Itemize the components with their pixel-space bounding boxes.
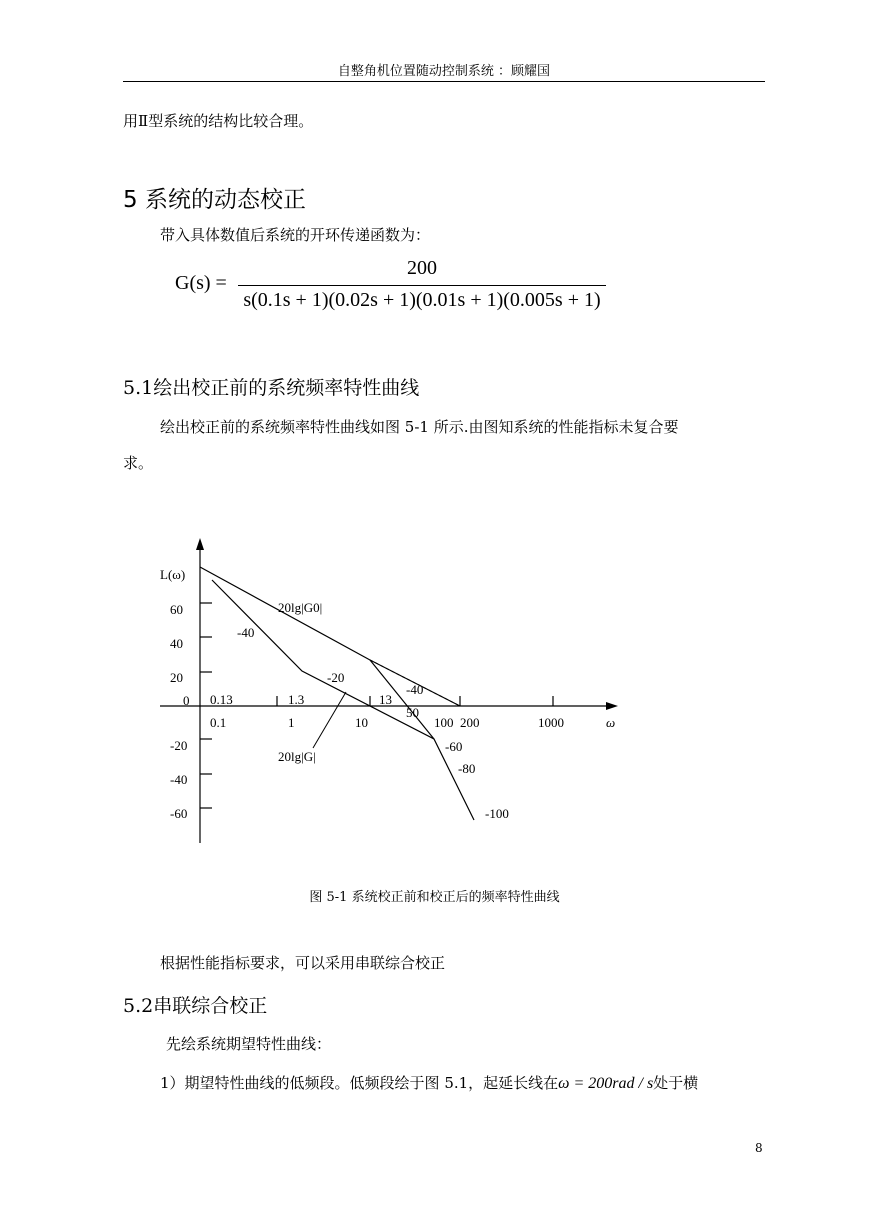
formula-numerator: 200 <box>407 257 437 279</box>
figure-caption: 图 5-1 系统校正前和校正后的频率特性曲线 <box>309 890 560 905</box>
x-label-200: 200 <box>460 715 480 730</box>
running-header: 自整角机位置随动控制系统 ：顾耀国 <box>337 64 551 79</box>
leader-g <box>313 692 346 748</box>
paragraph-intro: 用Ⅱ型系统的结构比较合理。 <box>123 112 314 130</box>
formula-lhs: G(s) = <box>175 272 227 294</box>
y-axis-arrow <box>196 538 204 550</box>
y-label-0: 0 <box>183 693 190 708</box>
y-label-neg20: -20 <box>170 738 188 753</box>
paragraph-correction-method: 根据性能指标要求，可以采用串联综合校正 <box>160 954 446 972</box>
section-heading-5-1: 5.1绘出校正前的系统频率特性曲线 <box>123 377 420 399</box>
curve-g-corrected <box>212 580 474 820</box>
slope-label-neg100: -100 <box>485 806 509 821</box>
paragraph-low-freq <box>160 1073 698 1094</box>
y-label-neg40: -40 <box>170 772 188 787</box>
low-freq-text-post: 处于横 <box>653 1074 699 1092</box>
formula-denominator: s(0.1s + 1)(0.02s + 1)(0.01s + 1)(0.005s + 1) <box>243 289 601 311</box>
page-number: 8 <box>755 1141 763 1155</box>
y-label-20: 20 <box>170 670 183 685</box>
x-label-10: 10 <box>355 715 368 730</box>
label-20lg-g: 20lg|G| <box>278 749 316 764</box>
x-label-1-3: 1.3 <box>288 692 305 707</box>
paragraph-fig-desc-line1: 绘出校正前的系统频率特性曲线如图 5-1 所示.由图知系统的性能指标未复合要 <box>160 418 679 436</box>
x-label-50: 50 <box>406 705 419 720</box>
section-heading-5: 5 系统的动态校正 <box>123 187 306 213</box>
paragraph-fig-desc-line2: 求。 <box>123 454 154 472</box>
paragraph-transfer-intro: 带入具体数值后系统的开环传递函数为： <box>160 226 431 244</box>
x-label-1000: 1000 <box>538 715 564 730</box>
x-label-100: 100 <box>434 715 454 730</box>
section-heading-5-2: 5.2串联综合校正 <box>123 995 268 1017</box>
y-label-40: 40 <box>170 636 183 651</box>
slope-label-neg60: -60 <box>445 739 463 754</box>
low-freq-text-pre: 1）期望特性曲线的低频段。低频段绘于图 5.1，起延长线在 <box>160 1074 559 1092</box>
slope-label-neg20: -20 <box>327 670 345 685</box>
slope-label-neg40-mid: -40 <box>406 682 424 697</box>
x-label-0-1: 0.1 <box>210 715 227 730</box>
x-label-1: 1 <box>288 715 295 730</box>
slope-label-neg40-low: -40 <box>237 625 255 640</box>
y-label-neg60: -60 <box>170 806 188 821</box>
slope-label-neg80: -80 <box>458 761 476 776</box>
x-label-0-13: 0.13 <box>210 692 233 707</box>
paragraph-desired-curve: 先绘系统期望特性曲线： <box>166 1035 332 1053</box>
y-axis-label: L(ω) <box>160 567 186 582</box>
x-label-13: 13 <box>379 692 392 707</box>
y-label-60: 60 <box>170 602 183 617</box>
inline-math-omega: ω = 200rad / s <box>558 1075 654 1092</box>
x-axis-label: ω <box>606 715 616 730</box>
label-20lg-g0: 20lg|G0| <box>278 600 323 615</box>
x-axis-arrow <box>606 702 618 710</box>
